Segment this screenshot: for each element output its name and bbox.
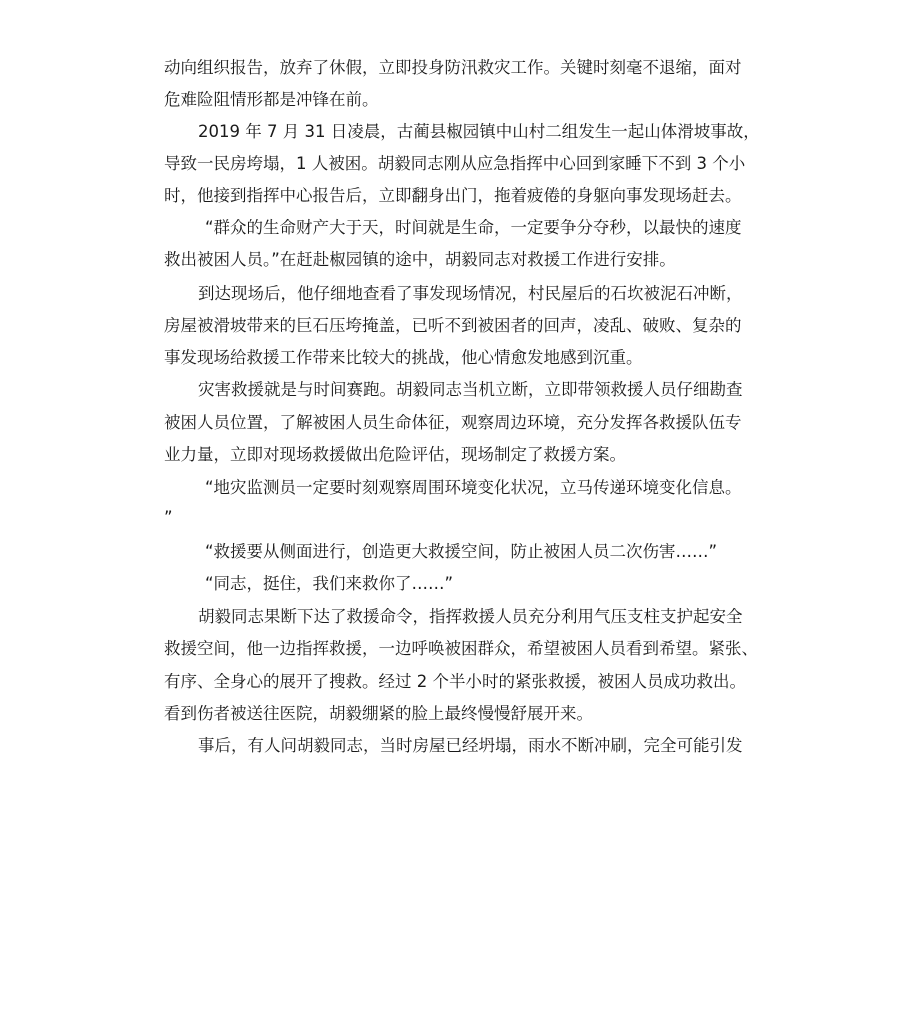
text-line: 被困人员位置，了解被困人员生命体征，观察周边环境，充分发挥各救援队伍专 — [164, 413, 742, 432]
text-line: 动向组织报告，放弃了休假，立即投身防汛救灾工作。关键时刻毫不退缩，面对 — [164, 58, 742, 77]
text-line: 救出被困人员。”在赶赴椒园镇的途中，胡毅同志对救援工作进行安排。 — [164, 250, 676, 269]
text-line: 业力量，立即对现场救援做出危险评估，现场制定了救援方案。 — [164, 445, 626, 464]
text-line: 到达现场后，他仔细地查看了事发现场情况，村民屋后的石坎被泥石冲断， — [198, 284, 743, 303]
text-line: 危难险阻情形都是冲锋在前。 — [164, 90, 379, 109]
text-line: ” — [164, 508, 173, 527]
text-line: “救援要从侧面进行，创造更大救援空间，防止被困人员二次伤害……” — [205, 542, 718, 561]
text-line: 导致一民房垮塌，1 人被困。胡毅同志刚从应急指挥中心回到家睡下不到 3 个小 — [164, 154, 746, 173]
text-line: “群众的生命财产大于天，时间就是生命，一定要争分夺秒，以最快的速度 — [205, 218, 742, 237]
text-line: 看到伤者被送往医院，胡毅绷紧的脸上最终慢慢舒展开来。 — [164, 704, 593, 723]
text-line: “地灾监测员一定要时刻观察周围环境变化状况，立马传递环境变化信息。 — [205, 478, 742, 497]
text-line: 房屋被滑坡带来的巨石压垮掩盖，已听不到被困者的回声，凌乱、破败、复杂的 — [164, 316, 742, 335]
text-line: 胡毅同志果断下达了救援命令，指挥救援人员充分利用气压支柱支护起安全 — [198, 607, 743, 626]
text-line: 2019 年 7 月 31 日凌晨，古蔺县椒园镇中山村二组发生一起山体滑坡事故， — [198, 122, 760, 141]
text-line: 事发现场给救援工作带来比较大的挑战，他心情愈发地感到沉重。 — [164, 348, 643, 367]
text-line: 救援空间，他一边指挥救援，一边呼唤被困群众，希望被困人员看到希望。紧张、 — [164, 639, 758, 658]
text-line: 灾害救援就是与时间赛跑。胡毅同志当机立断，立即带领救援人员仔细勘查 — [198, 380, 743, 399]
text-line: 有序、全身心的展开了搜救。经过 2 个半小时的紧张救援，被困人员成功救出。 — [164, 672, 746, 691]
text-line: “同志，挺住，我们来救你了……” — [205, 574, 454, 593]
text-line: 事后，有人问胡毅同志，当时房屋已经坍塌，雨水不断冲刷，完全可能引发 — [198, 736, 743, 755]
text-line: 时，他接到指挥中心报告后，立即翻身出门，拖着疲倦的身躯向事发现场赶去。 — [164, 186, 742, 205]
